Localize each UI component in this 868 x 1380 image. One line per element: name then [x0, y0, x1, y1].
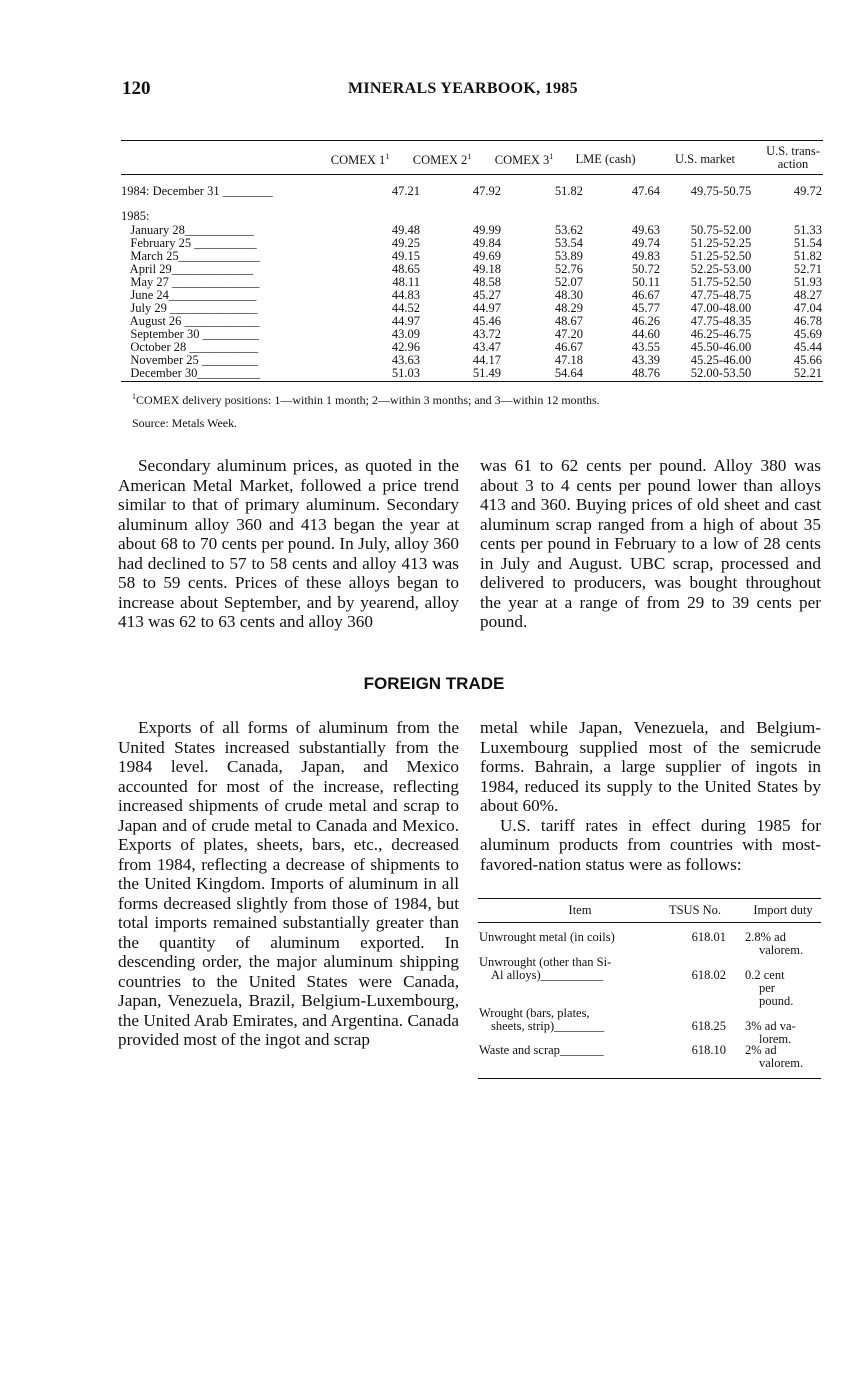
- table-cell: 53.62: [554, 223, 583, 237]
- table-cell: 49.75-50.75: [690, 184, 752, 198]
- table-cell: 45.50-46.00: [690, 340, 752, 354]
- section-heading: FOREIGN TRADE: [363, 674, 505, 693]
- col-header-us-transaction: U.S. trans- action: [766, 144, 820, 171]
- tariff-duty: 2% ad: [745, 1043, 777, 1057]
- col-header-lme: LME (cash): [575, 152, 636, 166]
- table-row: [121, 185, 823, 198]
- table-cell: 49.25: [391, 236, 420, 250]
- tariff-tsus: 618.25: [691, 1019, 726, 1033]
- trade-left-column: Exports of all forms of aluminum from the United States increased substantially from the 1984 level. Canada, Japan, and Mexico accounted for most of the increase, reflecting increased shipments of crude metal and scrap to Japan and of crude metal to Canada and Mexico. Exports of plates, sheets, bars, etc., decreased from 1984, reflecting a decrease of shipments to the United Kingdom. Imports of aluminum in all forms decreased slightly from those of 1984, but total imports remained substantially greater than the quantity of aluminum exported. In descending order, the major aluminum shipping countries to the United States were Canada, Japan, Venezuela, Brazil, Belgium-Luxembourg, the United Arab Emirates, and Argentina. Canada provided most of the ingot and scrap: [118, 718, 459, 1049]
- table-source: Source: Metals Week.: [132, 416, 238, 430]
- table-cell: 50.75-52.00: [690, 223, 752, 237]
- table-cell: 52.00-53.50: [690, 366, 752, 380]
- table-cell: 45.77: [631, 301, 660, 315]
- table-cell: 43.72: [472, 327, 501, 341]
- tariff-duty-cont: lorem.: [759, 1032, 792, 1046]
- row-label: October 28 ___________: [121, 340, 259, 354]
- table-cell: 48.11: [392, 275, 420, 289]
- table-cell: 51.33: [793, 223, 822, 237]
- table-cell: 48.58: [472, 275, 501, 289]
- table-header-rule: [121, 174, 823, 175]
- table-cell: 49.63: [631, 223, 660, 237]
- table-cell: 44.97: [472, 301, 501, 315]
- table-cell: 48.30: [554, 288, 583, 302]
- row-label: February 25 __________: [121, 236, 257, 250]
- table-cell: 48.27: [793, 288, 822, 302]
- table-row: [121, 210, 823, 223]
- table-cell: 46.26: [631, 314, 660, 328]
- table-cell: 44.60: [631, 327, 660, 341]
- table-cell: 45.46: [472, 314, 501, 328]
- table-row: [121, 367, 823, 380]
- table-cell: 43.55: [631, 340, 660, 354]
- table-cell: 50.11: [632, 275, 660, 289]
- tariff-duty: 3% ad va-: [745, 1019, 796, 1033]
- table-cell: 50.72: [631, 262, 660, 276]
- table-cell: 44.52: [391, 301, 420, 315]
- tariff-header-tsus: TSUS No.: [668, 903, 722, 917]
- table-cell: 51.25-52.50: [690, 249, 752, 263]
- table-cell: 51.82: [554, 184, 583, 198]
- table-cell: 49.84: [472, 236, 501, 250]
- table-cell: 48.29: [554, 301, 583, 315]
- table-cell: 49.99: [472, 223, 501, 237]
- table-cell: 51.03: [391, 366, 420, 380]
- row-label: May 27 ______________: [121, 275, 260, 289]
- table-cell: 51.49: [472, 366, 501, 380]
- page-number: 120: [122, 78, 151, 99]
- col-header-us-market: U.S. market: [674, 152, 736, 166]
- table-cell: 51.54: [793, 236, 822, 250]
- table-cell: 52.71: [793, 262, 822, 276]
- row-label: December 30__________: [121, 366, 260, 380]
- col-header-comex1: COMEX $1^1$: [330, 152, 390, 168]
- table-cell: 43.39: [631, 353, 660, 367]
- row-label: June 24______________: [121, 288, 257, 302]
- secondary-right-column: was 61 to 62 cents per pound. Alloy 380 was about 3 to 4 cents per pound lower than alloys 413 and 360. Buying prices of old sheet and cast aluminum scrap ranged from a high of about 35 cents per pound in February to a low of 28 cents in July and August. UBC scrap, processed and delivered to producers, was bought throughout the year at a range of from 29 to 39 cents per pound.: [480, 456, 821, 631]
- tariff-item-cont: Al alloys)__________: [491, 968, 604, 982]
- row-label: September 30 _________: [121, 327, 259, 341]
- table-cell: 49.18: [472, 262, 501, 276]
- table-cell: 54.64: [554, 366, 583, 380]
- table-cell: 51.93: [793, 275, 822, 289]
- table-cell: 44.83: [391, 288, 420, 302]
- secondary-left-column: Secondary aluminum prices, as quoted in the American Metal Market, followed a price trend similar to that of primary aluminum. Secondary aluminum alloy 360 and 413 began the year at about 68 to 70 cents per pound. In July, alloy 360 had declined to 57 to 58 cents and alloy 413 was 58 to 59 cents. Prices of these alloys began to increase about September, and by yearend, alloy 413 was 62 to 63 cents and alloy 360: [118, 456, 459, 631]
- table-cell: 51.75-52.50: [690, 275, 752, 289]
- table-bottom-rule: [121, 381, 823, 382]
- tariff-bottom-rule: [478, 1078, 821, 1079]
- table-cell: 47.21: [391, 184, 420, 198]
- row-label: August 26 ____________: [121, 314, 260, 328]
- table-cell: 48.65: [391, 262, 420, 276]
- row-label: April 29_____________: [121, 262, 253, 276]
- tariff-tsus: 618.02: [691, 968, 726, 982]
- table-cell: 47.75-48.75: [690, 288, 752, 302]
- table-cell: 47.04: [793, 301, 822, 315]
- row-label: 1985:: [121, 209, 150, 223]
- table-cell: 48.67: [554, 314, 583, 328]
- table-cell: 46.25-46.75: [690, 327, 752, 341]
- tariff-item: Wrought (bars, plates,: [479, 1006, 590, 1020]
- tariff-item: Unwrought metal (in coils): [479, 930, 615, 944]
- table-cell: 46.67: [631, 288, 660, 302]
- table-cell: 47.20: [554, 327, 583, 341]
- tariff-tsus: 618.10: [691, 1043, 726, 1057]
- col-header-comex3: COMEX $3^1$: [494, 152, 554, 168]
- table-cell: 52.07: [554, 275, 583, 289]
- table-cell: 49.74: [631, 236, 660, 250]
- tariff-header-item: Item: [568, 903, 592, 917]
- table-cell: 42.96: [391, 340, 420, 354]
- table-cell: 44.97: [391, 314, 420, 328]
- table-cell: 47.64: [631, 184, 660, 198]
- tariff-tsus: 618.01: [691, 930, 726, 944]
- table-cell: 52.25-53.00: [690, 262, 752, 276]
- tariff-duty-cont: valorem.: [759, 943, 804, 957]
- table-cell: 45.66: [793, 353, 822, 367]
- tariff-header-rule: [478, 922, 821, 923]
- table-cell: 47.75-48.35: [690, 314, 752, 328]
- table-cell: 49.72: [793, 184, 822, 198]
- tariff-duty: 2.8% ad: [745, 930, 786, 944]
- row-label: January 28___________: [121, 223, 254, 237]
- table-top-rule: [121, 140, 823, 141]
- table-cell: 45.27: [472, 288, 501, 302]
- table-cell: 43.63: [391, 353, 420, 367]
- table-cell: 45.69: [793, 327, 822, 341]
- table-cell: 52.21: [793, 366, 822, 380]
- table-cell: 47.92: [472, 184, 501, 198]
- table-cell: 53.54: [554, 236, 583, 250]
- table-cell: 43.09: [391, 327, 420, 341]
- tariff-duty-cont: pound.: [759, 994, 794, 1008]
- table-cell: 52.76: [554, 262, 583, 276]
- col-header-comex2: COMEX $2^1$: [412, 152, 472, 168]
- table-cell: 46.67: [554, 340, 583, 354]
- table-cell: 51.82: [793, 249, 822, 263]
- table-footnote: $^1$COMEX delivery positions: 1—within 1 month; 2—within 3 months; and 3—within 12 months.: [132, 392, 600, 407]
- trade-right-column: metal while Japan, Venezuela, and Belgium-Luxembourg supplied most of the semicrude forms. Bahrain, a large supplier of ingots in 1984, reduced its supply to the United States by about 60%. U.S. tariff rates in effect during 1985 for aluminum products from countries with most-favored-nation status were as follows:: [480, 718, 821, 874]
- tariff-item: Waste and scrap_______: [479, 1043, 604, 1057]
- row-label: 1984: December 31 ________: [121, 184, 273, 198]
- table-cell: 48.76: [631, 366, 660, 380]
- table-cell: 43.47: [472, 340, 501, 354]
- tariff-header-duty: Import duty: [753, 903, 813, 917]
- tariff-duty: 0.2 cent: [745, 968, 785, 982]
- table-cell: 49.69: [472, 249, 501, 263]
- tariff-duty-cont: valorem.: [759, 1056, 804, 1070]
- table-cell: 53.89: [554, 249, 583, 263]
- table-cell: 46.78: [793, 314, 822, 328]
- table-cell: 45.25-46.00: [690, 353, 752, 367]
- table-cell: 49.48: [391, 223, 420, 237]
- row-label: July 29 ______________: [121, 301, 258, 315]
- tariff-top-rule: [478, 898, 821, 899]
- running-title: MINERALS YEARBOOK, 1985: [348, 80, 578, 97]
- table-cell: 51.25-52.25: [690, 236, 752, 250]
- tariff-item: Unwrought (other than Si-: [479, 955, 612, 969]
- tariff-item-cont: sheets, strip)________: [491, 1019, 605, 1033]
- table-cell: 45.44: [793, 340, 822, 354]
- table-cell: 44.17: [472, 353, 501, 367]
- row-label: November 25 _________: [121, 353, 259, 367]
- table-cell: 47.00-48.00: [690, 301, 752, 315]
- row-label: March 25_____________: [121, 249, 260, 263]
- tariff-duty-cont: per: [759, 981, 775, 995]
- table-cell: 49.83: [631, 249, 660, 263]
- table-cell: 47.18: [554, 353, 583, 367]
- table-cell: 49.15: [391, 249, 420, 263]
